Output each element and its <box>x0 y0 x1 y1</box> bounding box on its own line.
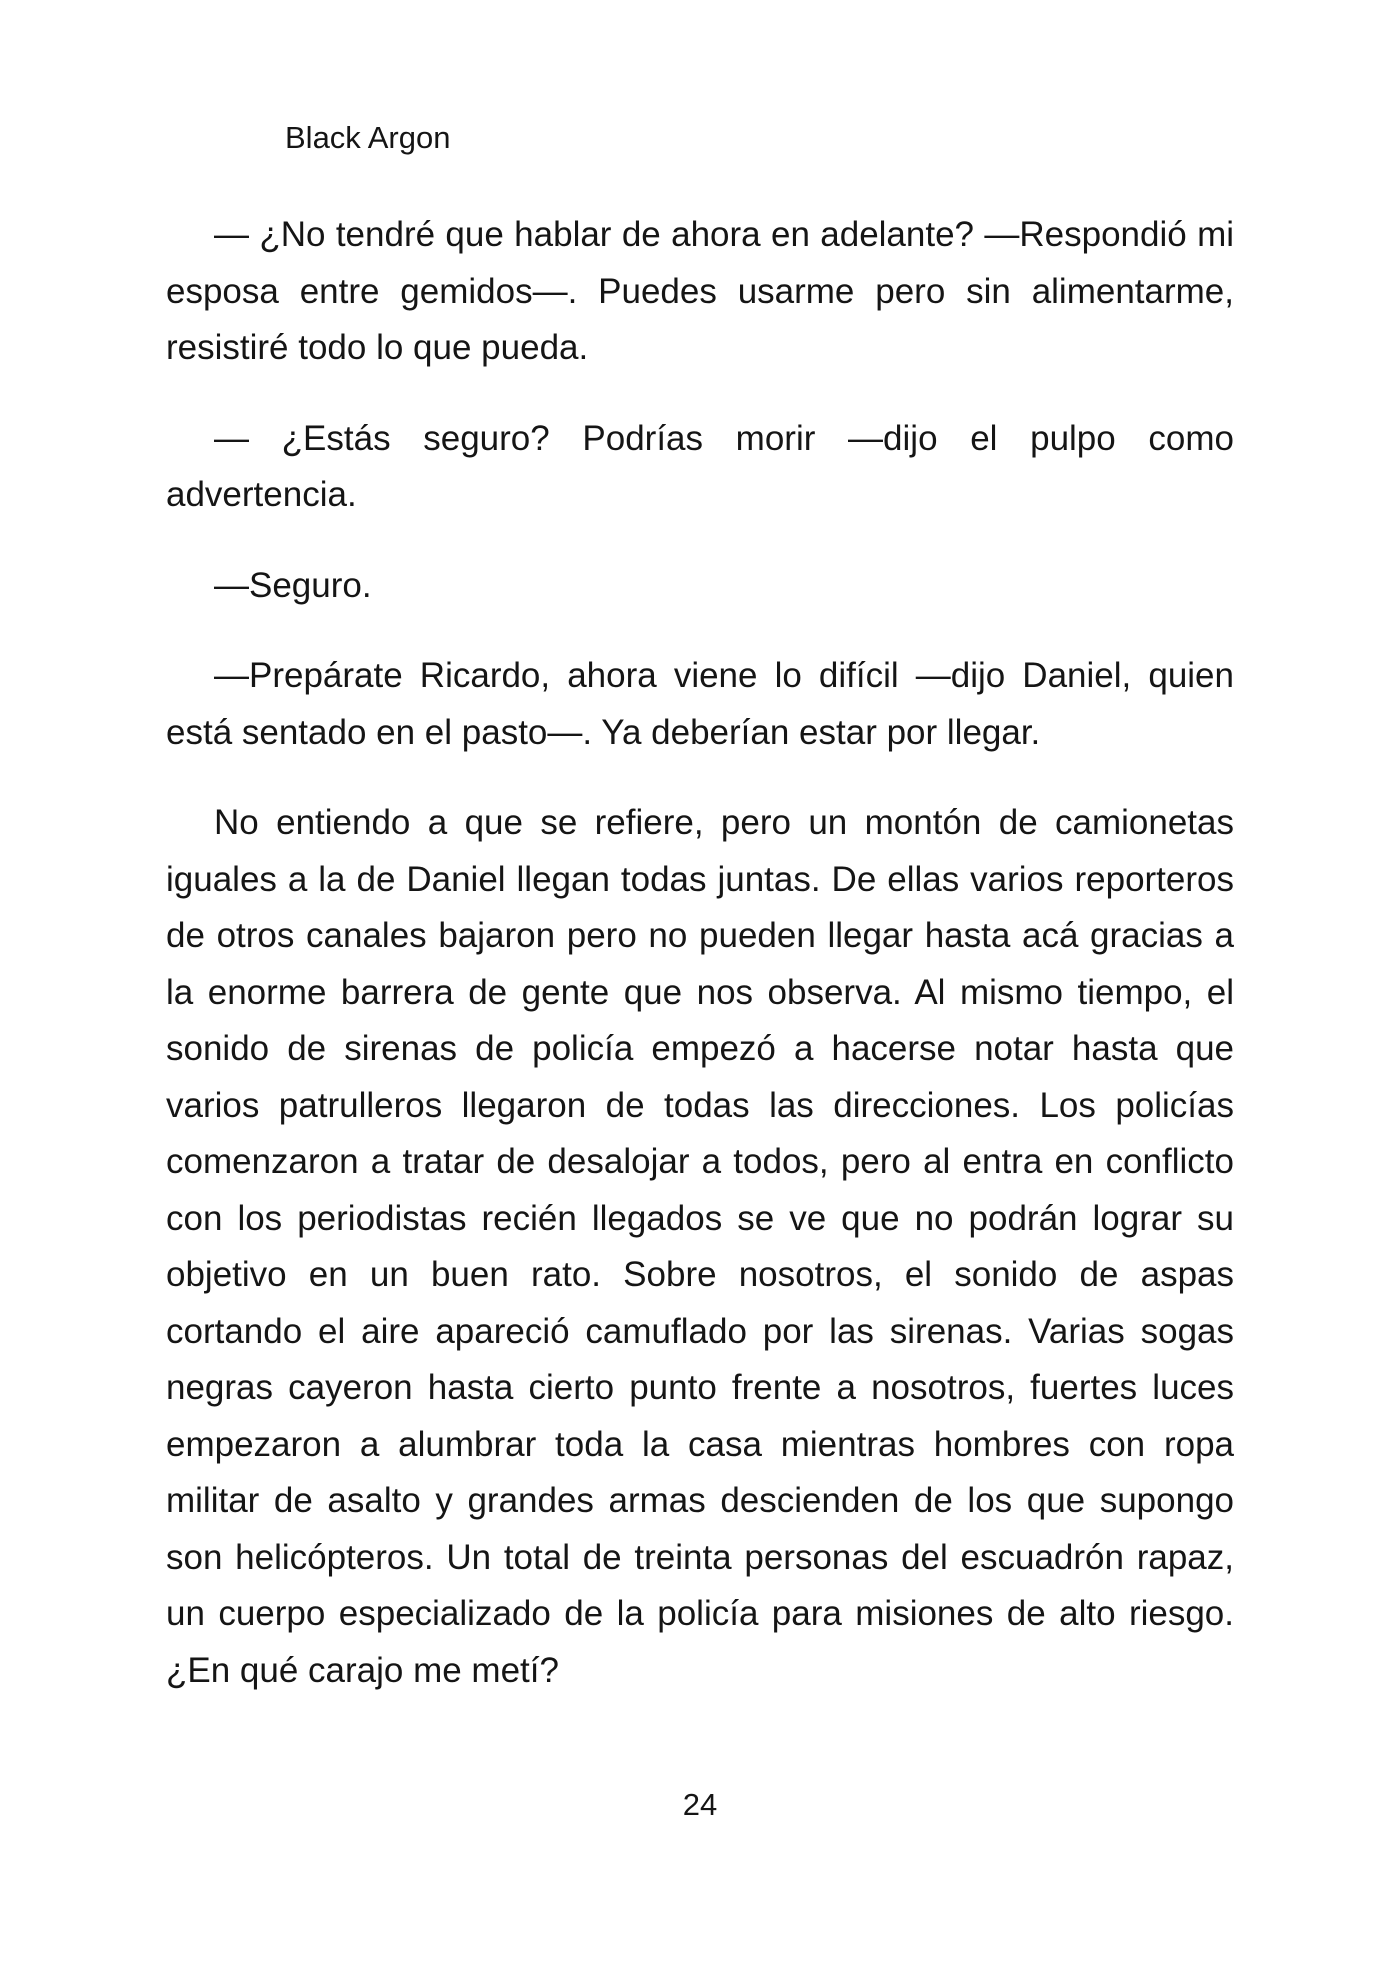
paragraph: —Seguro. <box>214 565 372 605</box>
paragraph: No entiendo a que se refiere, pero un montón de camionetas iguales a la de Daniel llegan todas juntas. De ellas varios reporteros de otros canales bajaron pero no pueden llegar hasta acá gracias a la enorme barrera de gente que nos observa. Al mismo tiempo, el sonido de sirenas de policía empezó a hacerse notar hasta que varios patrulleros llegaron de todas las direcciones. Los policías comenzaron a tratar de desalojar a todos, pero al entra en conflicto con los periodistas recién llegados se ve que no podrán lograr su objetivo en un buen rato. Sobre nosotros, el sonido de aspas cortando el aire apareció camuflado por las sirenas. Varias sogas negras cayeron hasta cierto punto frente a nosotros, fuertes luces empezaron a alumbrar toda la casa mientras hombres con ropa militar de asalto y grandes armas descienden de los que supongo son helicópteros. Un total de treinta personas del escuadrón rapaz, un cuerpo especializado de la policía para misiones de alto riesgo. ¿En qué carajo me metí? <box>166 803 1234 1690</box>
paragraph: — ¿Estás seguro? Podrías morir —dijo el pulpo como advertencia. <box>166 418 1234 514</box>
paragraph: — ¿No tendré que hablar de ahora en adelante? —Respondió mi esposa entre gemidos—. Puedes usarme pero sin alimentarme, resistiré todo lo que pueda. <box>166 215 1234 367</box>
page-number: 24 <box>682 1787 718 1822</box>
paragraph: —Prepárate Ricardo, ahora viene lo difícil —dijo Daniel, quien está sentado en el pasto—. Ya deberían estar por llegar. <box>166 656 1234 752</box>
body-text <box>166 207 1234 1699</box>
running-header: Black Argon <box>285 120 451 155</box>
